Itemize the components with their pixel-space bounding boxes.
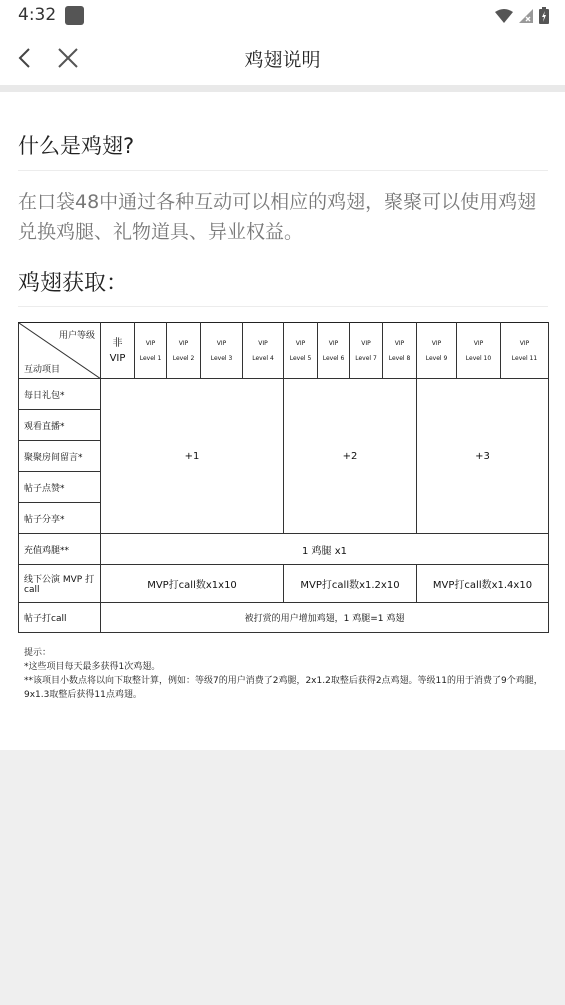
notes-line-1: *这些项目每天最多获得1次鸡翅。 xyxy=(24,662,161,672)
vip-tag: VIP xyxy=(361,339,371,347)
level-label: Level 1 xyxy=(139,354,162,362)
header-level-5 xyxy=(284,323,318,379)
header-level-3 xyxy=(201,323,243,379)
row-label-daily-gift: 每日礼包* xyxy=(19,379,101,410)
vip-tag: VIP xyxy=(431,339,442,347)
recharge-value: 1 鸡腿 x1 xyxy=(101,534,549,565)
level-label: Level 4 xyxy=(252,354,274,362)
non-vip-line2: VIP xyxy=(109,352,126,364)
section-description: 在口袋48中通过各种互动可以相应的鸡翅，聚聚可以使用鸡翅兑换鸡腿、礼物道具、异业权益。 xyxy=(18,191,537,243)
vip-tag: VIP xyxy=(473,339,484,347)
table-row xyxy=(19,534,549,565)
section-heading-acquire: 鸡翅获取： xyxy=(18,271,129,296)
non-vip-line1: 非 xyxy=(112,337,123,349)
header-level-7 xyxy=(350,323,383,379)
header-level-9 xyxy=(417,323,457,379)
vip-tag: VIP xyxy=(328,339,339,347)
header-level-4 xyxy=(243,323,284,379)
vip-tag: VIP xyxy=(295,339,306,347)
level-label: Level 9 xyxy=(425,354,448,362)
header-non-vip xyxy=(101,323,135,379)
vip-tag: VIP xyxy=(394,339,405,347)
tier3-value: +3 xyxy=(417,379,549,534)
divider xyxy=(18,170,548,171)
row-label-offline-mvp: 线下公演 MVP 打call xyxy=(19,565,101,603)
level-label: Level 8 xyxy=(388,354,411,362)
level-label: Level 2 xyxy=(172,354,195,362)
vip-tag: VIP xyxy=(258,339,268,347)
section-heading-what: 什么是鸡翅? xyxy=(18,134,135,158)
table-row xyxy=(19,603,549,633)
notification-square-icon xyxy=(65,6,84,25)
vip-tag: VIP xyxy=(145,339,156,347)
tier2-value: +2 xyxy=(284,379,417,534)
acquire-rules-table xyxy=(18,322,549,633)
page-title: 鸡翅说明 xyxy=(244,49,321,71)
vip-tag: VIP xyxy=(178,339,189,347)
tier1-value: +1 xyxy=(101,379,284,534)
row-label-room-comment: 聚聚房间留言* xyxy=(19,441,101,472)
level-label: Level 11 xyxy=(511,354,538,362)
content-panel xyxy=(0,92,565,750)
mvp-value-tier3: MVP打call数x1.4x10 xyxy=(417,565,549,603)
table-header-row xyxy=(19,323,549,379)
level-label: Level 7 xyxy=(355,354,377,362)
corner-label-interaction: 互动项目 xyxy=(24,365,61,375)
vip-tag: VIP xyxy=(519,339,530,347)
header-level-1 xyxy=(135,323,167,379)
mvp-value-tier2: MVP打call数x1.2x10 xyxy=(284,565,417,603)
wifi-icon xyxy=(495,9,513,23)
table-corner-cell xyxy=(19,323,101,379)
notes xyxy=(24,646,544,702)
table-row xyxy=(19,565,549,603)
row-label-post-call: 帖子打call xyxy=(19,603,101,633)
row-label-post-share: 帖子分享* xyxy=(19,503,101,534)
vip-tag: VIP xyxy=(216,339,227,347)
level-label: Level 3 xyxy=(210,354,233,362)
header-level-8 xyxy=(383,323,417,379)
signal-off-icon xyxy=(519,9,533,23)
notes-title: 提示： xyxy=(24,648,52,658)
mvp-value-tier1: MVP打call数x1x10 xyxy=(101,565,284,603)
row-label-watch-live: 观看直播* xyxy=(19,410,101,441)
status-bar xyxy=(0,0,565,32)
notes-line-2: **该项目小数点将以向下取整计算，例如：等级7的用户消费了2鸡腿，2x1.2取整后获得2点鸡翅。等级11的用于消费了9个鸡腿，9x1.3取整后获得11点鸡翅。 xyxy=(24,676,543,700)
row-label-post-like: 帖子点赞* xyxy=(19,472,101,503)
title-bar xyxy=(0,32,565,85)
divider xyxy=(18,306,548,307)
status-time: 4:32 xyxy=(18,5,57,25)
post-call-value: 被打赏的用户增加鸡翅，1 鸡腿=1 鸡翅 xyxy=(101,603,549,633)
level-label: Level 10 xyxy=(465,354,492,362)
level-label: Level 5 xyxy=(289,354,312,362)
status-icons xyxy=(495,7,549,24)
level-label: Level 6 xyxy=(322,354,345,362)
header-divider xyxy=(0,85,565,92)
header-level-6 xyxy=(318,323,350,379)
row-label-recharge: 充值鸡腿** xyxy=(19,534,101,565)
battery-charging-icon xyxy=(539,7,549,24)
header-level-2 xyxy=(167,323,201,379)
corner-label-level: 用户等级 xyxy=(58,331,95,341)
header-level-11 xyxy=(501,323,549,379)
table-row xyxy=(19,379,549,410)
header-level-10 xyxy=(457,323,501,379)
